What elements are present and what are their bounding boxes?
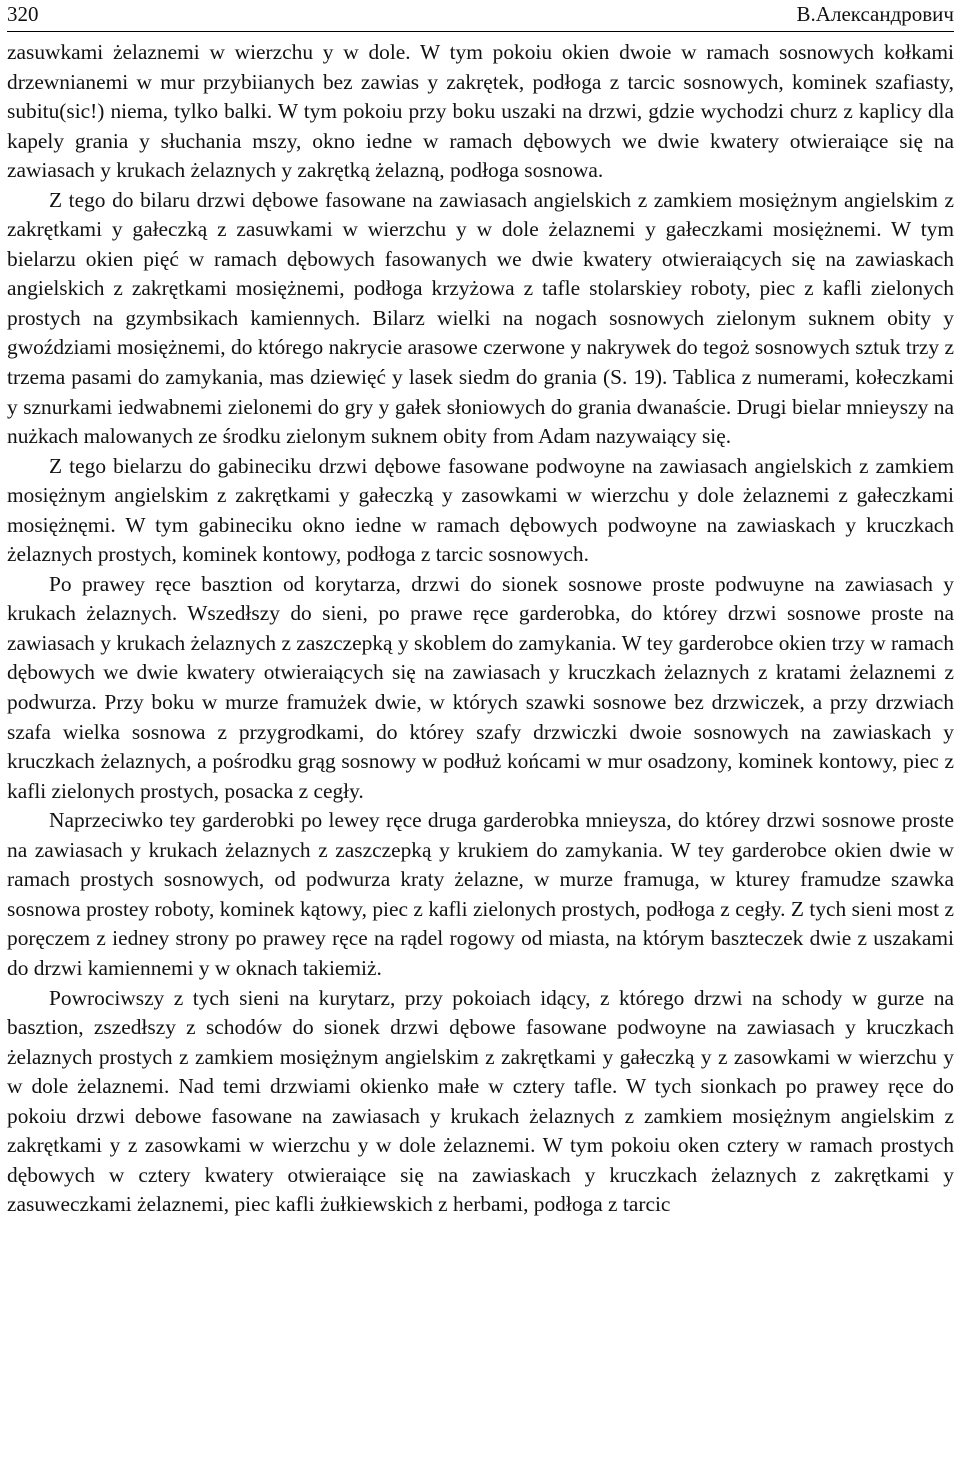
- paragraph: Z tego bielarzu do gabineciku drzwi dębowe fasowane podwoyne na zawiasach angielskich z zamkiem mosiężnym angielskim z zakrętkami y gałeczką y zasowkami w wierzchu y dole żelaznemi z gałeczkami mosiężnęmi. W tym gabineciku okno iedne w ramach dębowych podwoyne na zawiaskach y kruczkach żelaznych prostych, kominek kontowy, podłoga z tarcic sosnowych.: [7, 453, 954, 567]
- paragraph: Z tego do bilaru drzwi dębowe fasowane na zawiasach angielskich z zamkiem mosiężnym angielskim z zakrętkami y gałeczką z zasuwkami w wierzchu y w dole żelaznemi y gałeczkami mosiężnemi. W tym bielarzu okien pięć w ramach dębowych fasowanych we dwie kwatery otwieraiących się na zawiaskach angielskich z zakrętkami mosiężnemi, podłoga krzyżowa z tafle stolarskiey roboty, piec z kafli zielonych prostych na gzymbsikach kamiennych. Bilarz wielki na nogach sosnowych zielonym suknem obity y gwoździami mosiężnemi, do którego nakrycie arasowe czerwone y nakrywek do tegoż sosnowych sztuk trzy z trzema pasami do zamykania, mas dziewięć y lasek siedm do grania (S. 19). Tablica z numerami, kołeczkami y sznurkami iedwabnemi zielonemi do gry y gałek słoniowych do grania dwanaście. Drugi bielar mnieyszy na nużkach malowanych ze środku zielonym suknem obity from Adam nazywaiący się.: [7, 187, 954, 449]
- body-text: [7, 38, 954, 1220]
- header-rule: [7, 31, 954, 32]
- paragraph: Powrociwszy z tych sieni na kurytarz, przy pokoiach idący, z którego drzwi na schody w gurze na basztion, zszedłszy z schodów do sionek drzwi dębowe fasowane podwoyne na zawiasach y kruczkach żelaznych prostych z zamkiem mosiężnym angielskim z zakrętkami y gałeczką y z zasowkami w wierzchu y w dole żelaznemi. Nad temi drzwiami okienko małe w cztery tafle. W tych sionkach po prawey ręce do pokoiu drzwi debowe fasowane na zawiasach y krukach żelaznych z zamkiem mosiężnym angielskim z zakrętkami y z zasowkami w wierzchu y w dole żelaznemi. W tym pokoiu oken cztery w ramach prostych dębowych w cztery kwatery otwieraiące się na zawiaskach y kruczkach żelaznych z zakrętkami y zasuweczkami żelaznemi, piec kafli żułkiewskich z herbami, podłoga z tarcic: [7, 985, 954, 1217]
- running-head-author: B.Александрович: [796, 2, 954, 26]
- paragraph: zasuwkami żelaznemi w wierzchu y w dole. W tym pokoiu okien dwoie w ramach sosnowych kołkami drzewnianemi w mur przybiianych bez zawias y zakrętek, podłoga z tarcic sosnowych, kominek szafiasty, subitu(sic!) niema, tylko balki. W tym pokoiu przy boku uszaki na drzwi, gdzie wychodzi churz z kaplicy dla kapely grania y słuchania mszy, okno iedne w ramach dębowych we dwie kwatery otwieraiące się na zawiasach y krukach żelaznych y zakrętką żelazną, podłoga sosnowa.: [7, 40, 954, 183]
- page-number: 320: [7, 2, 39, 26]
- paragraph: Po prawey ręce basztion od korytarza, drzwi do sionek sosnowe proste podwuyne na zawiasach y krukach żelaznych. Wszedłszy do sieni, po prawe ręce garderobka, do którey drzwi sosnowe proste na zawiasach y krukach żelaznych z zaszczepką y skoblem do zamykania. W tey garderobce okien trzy w ramach dębowych we dwie kwatery otwieraiących się na zawiasach y kruczkach żelaznych z kratami żelaznemi z podwurza. Przy boku w murze framużek dwie, w których szawki sosnowe bez drzwiczek, a przy drzwiach szafa wielka sosnowa z przygrodkami, do którey szafy drzwiczki dwoie sosnowych na zawiaskach y kruczkach żelaznych, a pośrodku grąg sosnowy w podłuż końcami w mur osadzony, kominek kontowy, piec z kafli zielonych prostych, posacka z cegły.: [7, 571, 954, 803]
- paragraph: Naprzeciwko tey garderobki po lewey ręce druga garderobka mnieysza, do którey drzwi sosnowe proste na zawiasach y krukach żelaznych z zaszczepką y krukiem do zamykania. W tey garderobce okien dwie w ramach prostych sosnowych, od podwurza kraty żelazne, w murze framuga, w kturey framudze szawka sosnowa prostey roboty, kominek kątowy, piec z kafli zielonych prostych, podłoga z cegły. Z tych sieni most z poręczem z iedney strony po prawey ręce na rądel rogowy od miasta, na którym baszteczek dwie z uszakami do drzwi kamiennemi y w oknach takiemiż.: [7, 808, 954, 980]
- running-header: [7, 0, 954, 29]
